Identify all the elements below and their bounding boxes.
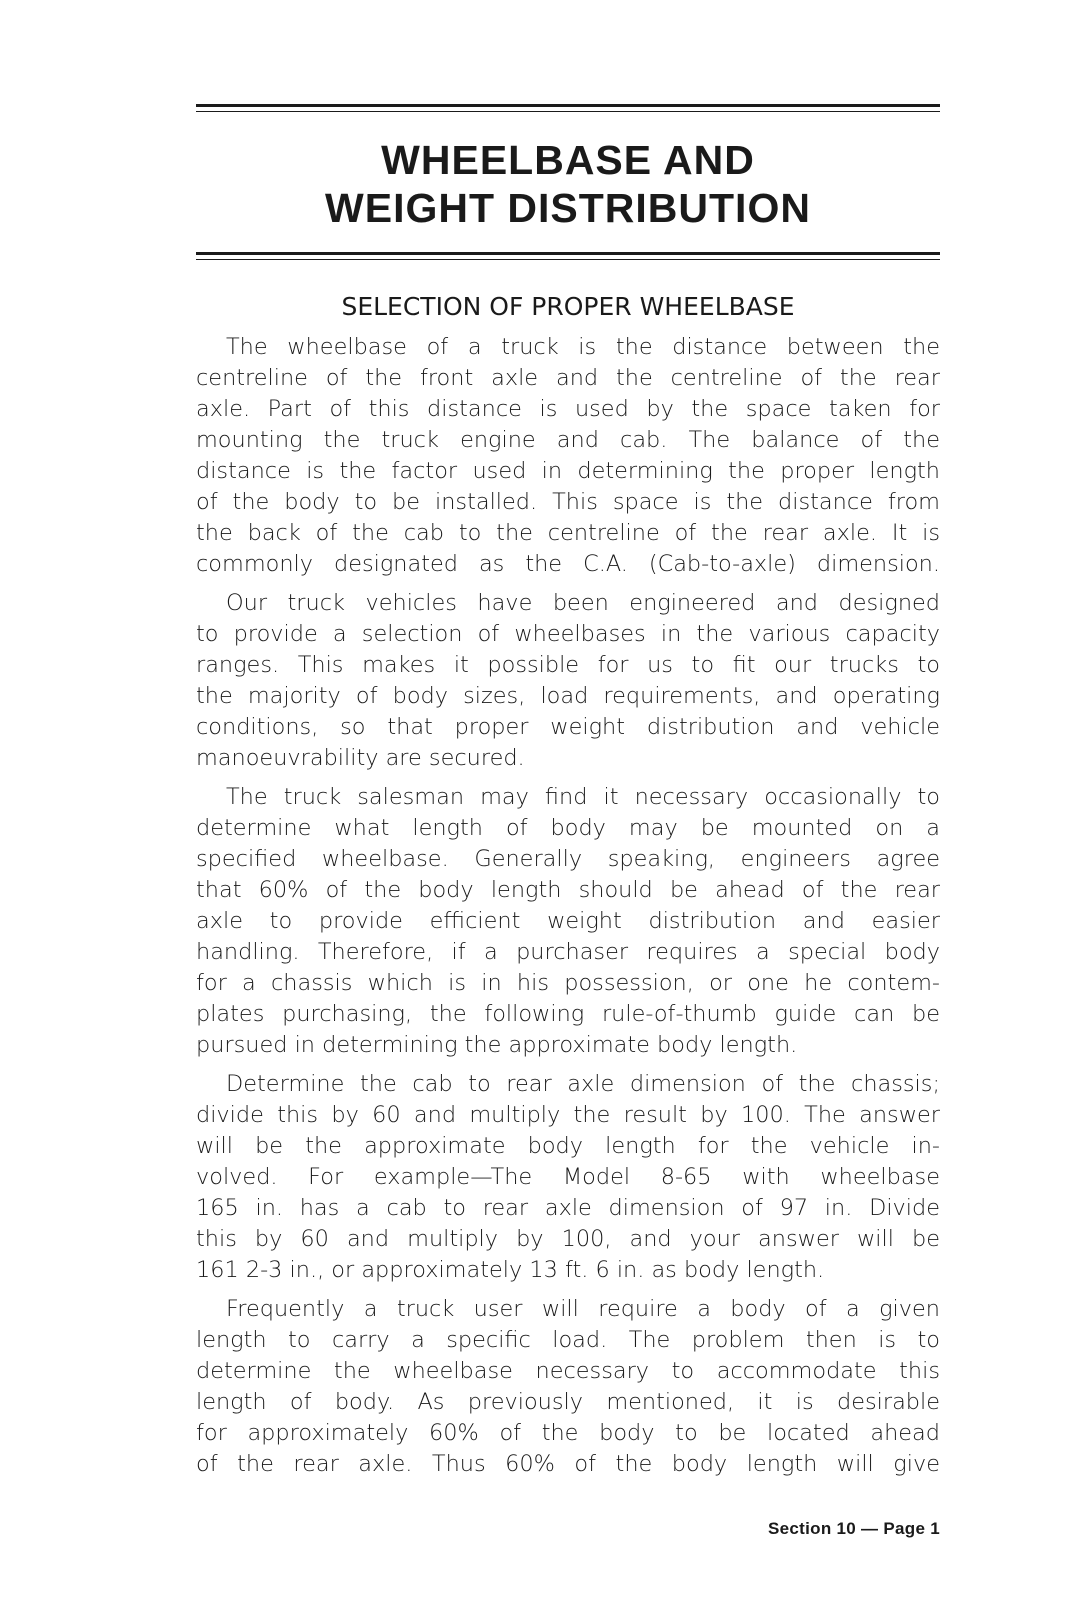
text-line: conditions, so that proper weight distribution and vehicle: [196, 714, 940, 740]
text-line: for a chassis which is in his possession, or one he contem-: [196, 970, 940, 996]
section-heading: SELECTION OF PROPER WHEELBASE: [341, 292, 795, 321]
paragraph: [196, 1294, 940, 1480]
page-footer: Section 10 — Page 1: [768, 1519, 940, 1538]
text-line: to provide a selection of wheelbases in the various capacity: [196, 621, 940, 647]
text-line: the back of the cab to the centreline of the rear axle. It is: [196, 520, 940, 546]
text-line: handling. Therefore, if a purchaser requires a special body: [196, 939, 940, 965]
text-line: axle. Part of this distance is used by the space taken for: [196, 396, 940, 422]
text-line: The wheelbase of a truck is the distance between the: [226, 334, 940, 360]
text-line: manoeuvrability are secured.: [196, 745, 525, 771]
text-line: determine the wheelbase necessary to accommodate this: [196, 1358, 940, 1384]
text-line: 161 2-3 in., or approximately 13 ft. 6 in. as body length.: [196, 1257, 825, 1283]
paragraph: [196, 332, 940, 580]
text-line: mounting the truck engine and cab. The balance of the: [196, 427, 940, 453]
text-line: for approximately 60% of the body to be located ahead: [196, 1420, 940, 1446]
top-rule: [196, 104, 940, 112]
text-line: will be the approximate body length for the vehicle in-: [196, 1133, 940, 1159]
page-content: [196, 104, 940, 1488]
text-line: specified wheelbase. Generally speaking, engineers agree: [196, 846, 940, 872]
text-line: ranges. This makes it possible for us to fit our trucks to: [196, 652, 940, 678]
text-line: length to carry a specific load. The problem then is to: [196, 1327, 940, 1353]
text-line: determine what length of body may be mounted on a: [196, 815, 940, 841]
title-line-1: WHEELBASE AND: [381, 137, 755, 183]
text-line: Our truck vehicles have been engineered and designed: [226, 590, 940, 616]
text-line: length of body. As previously mentioned, it is desirable: [196, 1389, 940, 1415]
text-line: pursued in determining the approximate body length.: [196, 1032, 798, 1058]
text-line: of the rear axle. Thus 60% of the body length will give: [196, 1451, 940, 1477]
text-line: distance is the factor used in determining the proper length: [196, 458, 940, 484]
title-line-2: WEIGHT DISTRIBUTION: [325, 185, 811, 231]
text-line: plates purchasing, the following rule-of-thumb guide can be: [196, 1001, 940, 1027]
text-line: this by 60 and multiply by 100, and your answer will be: [196, 1226, 940, 1252]
text-line: Determine the cab to rear axle dimension of the chassis;: [226, 1071, 940, 1097]
text-line: divide this by 60 and multiply the result by 100. The answer: [196, 1102, 940, 1128]
bottom-rule: [196, 252, 940, 260]
page-title: [196, 136, 940, 232]
body-text: [196, 332, 940, 1480]
text-line: Frequently a truck user will require a body of a given: [226, 1296, 940, 1322]
text-line: of the body to be installed. This space is the distance from: [196, 489, 940, 515]
text-line: commonly designated as the C.A. (Cab-to-axle) dimension.: [196, 551, 940, 577]
text-line: 165 in. has a cab to rear axle dimension of 97 in. Divide: [196, 1195, 940, 1221]
text-line: the majority of body sizes, load requirements, and operating: [196, 683, 940, 709]
text-line: volved. For example—The Model 8-65 with wheelbase: [196, 1164, 940, 1190]
paragraph: [196, 588, 940, 774]
text-line: centreline of the front axle and the centreline of the rear: [196, 365, 940, 391]
paragraph: [196, 782, 940, 1061]
text-line: The truck salesman may find it necessary occasionally to: [226, 784, 940, 810]
paragraph: [196, 1069, 940, 1286]
text-line: that 60% of the body length should be ahead of the rear: [196, 877, 940, 903]
text-line: axle to provide efficient weight distribution and easier: [196, 908, 940, 934]
